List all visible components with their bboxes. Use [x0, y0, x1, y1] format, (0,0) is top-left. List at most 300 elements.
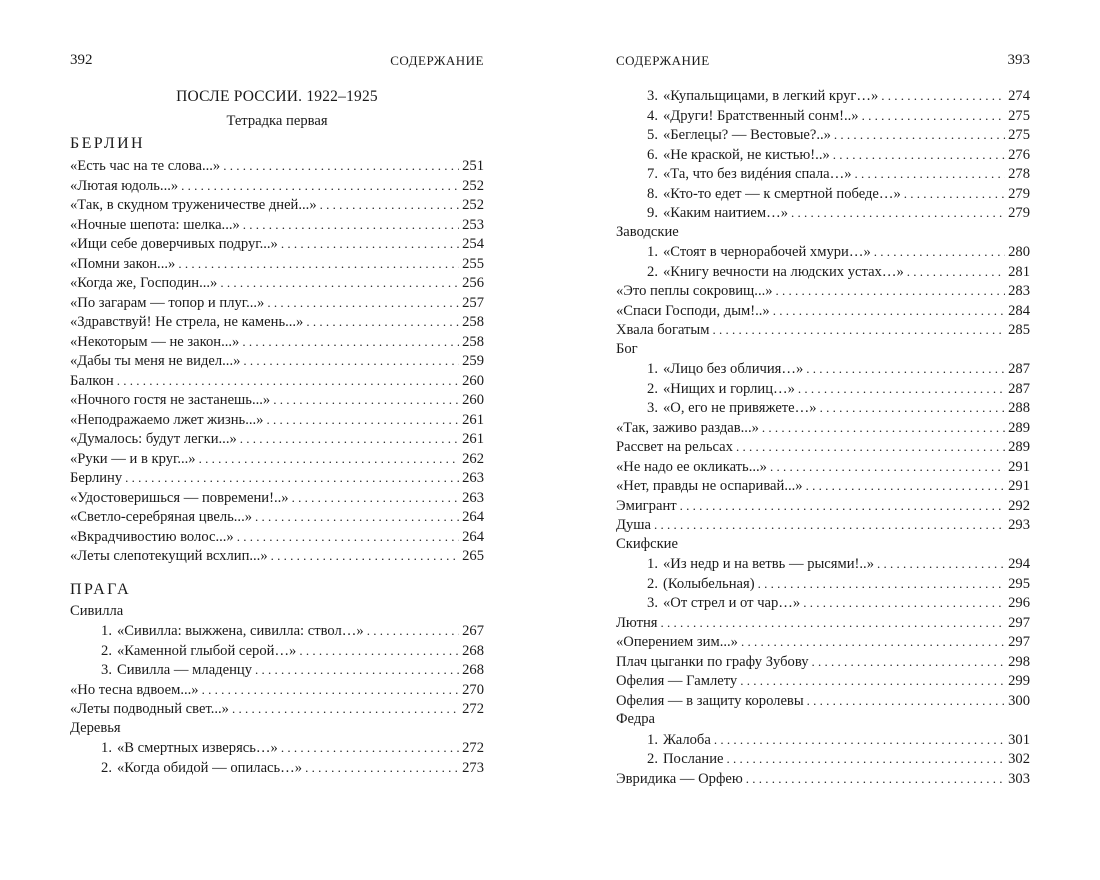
toc-entry — [616, 262, 1030, 282]
dot-leader — [740, 671, 1005, 692]
dot-leader — [223, 156, 459, 177]
toc-entry — [70, 429, 484, 449]
dot-leader — [820, 398, 1006, 419]
dot-leader — [907, 262, 1005, 283]
toc-entry — [70, 468, 484, 488]
toc-entry-title — [616, 477, 803, 497]
toc-entry-number: 7. — [647, 166, 658, 182]
toc-entry-title — [638, 380, 795, 400]
toc-list-prague — [70, 680, 484, 719]
dot-leader — [178, 254, 459, 275]
toc-list-a — [616, 281, 1030, 340]
dot-leader — [834, 125, 1005, 146]
dot-leader — [746, 769, 1005, 790]
toc-entry-title — [616, 438, 733, 458]
toc-entry-page: 260 — [462, 392, 484, 408]
toc-entry — [616, 242, 1030, 262]
toc-entry-title — [92, 642, 296, 662]
toc-entry-number: 8. — [647, 185, 658, 202]
toc-entry-text: «Стоят в чернорабочей хмури…» — [663, 244, 871, 260]
toc-entry-page: 284 — [1008, 302, 1030, 319]
toc-entry — [70, 410, 484, 430]
dot-leader — [199, 449, 460, 470]
toc-entry-text: «Ночного гостя не застанешь...» — [70, 392, 271, 408]
toc-list-god — [616, 359, 1030, 418]
toc-entry — [616, 554, 1030, 574]
dot-leader — [661, 613, 1006, 634]
toc-entry-text: «Оперением зим...» — [616, 634, 738, 650]
toc-entry-page: 253 — [462, 216, 484, 233]
toc-entry-page: 285 — [1008, 322, 1030, 338]
toc-entry-text: «Но тесна вдвоем...» — [70, 681, 199, 698]
toc-entry-title — [616, 497, 677, 517]
dot-leader — [874, 242, 1005, 263]
toc-list-phaedra — [616, 730, 1030, 769]
toc-entry-text: «Это пеплы сокровищ...» — [616, 283, 773, 299]
toc-entry — [616, 593, 1030, 613]
toc-entry — [70, 546, 484, 566]
toc-entry — [70, 680, 484, 700]
part-title: ПОСЛЕ РОССИИ. 1922–1925 — [176, 88, 378, 105]
dot-leader — [714, 730, 1005, 751]
toc-entry-title — [638, 263, 904, 283]
toc-entry-title — [638, 731, 711, 751]
toc-entry-title — [70, 547, 268, 567]
toc-entry — [616, 632, 1030, 652]
toc-entry-page: 274 — [1008, 88, 1030, 104]
toc-entry-text: «Когда обидой — опилась…» — [117, 759, 303, 776]
dot-leader — [798, 379, 1005, 400]
toc-entry-title — [638, 185, 901, 205]
toc-entry-page: 280 — [1008, 244, 1030, 260]
toc-entry — [616, 301, 1030, 321]
dot-leader — [243, 215, 459, 236]
toc-entry-text: Лютня — [616, 614, 658, 631]
dot-leader — [266, 410, 459, 431]
group-label-sibyl: Сивилла — [70, 602, 124, 619]
toc-entry-page: 255 — [462, 255, 484, 272]
toc-entry-title — [638, 87, 878, 107]
toc-entry — [616, 515, 1030, 535]
toc-entry-page: 300 — [1008, 692, 1030, 709]
toc-entry-title — [616, 458, 767, 478]
toc-entry-page: 291 — [1008, 458, 1030, 475]
toc-entry-page: 257 — [462, 294, 484, 311]
toc-entry — [70, 699, 484, 719]
left-page-header — [70, 52, 484, 72]
toc-entry-page: 283 — [1008, 283, 1030, 299]
toc-entry-number: 2. — [647, 263, 658, 280]
toc-entry-title — [70, 333, 239, 353]
toc-entry-title — [70, 391, 270, 411]
toc-entry-title — [70, 700, 229, 720]
toc-entry-text: «Леты подводный свет...» — [70, 701, 229, 717]
toc-entry-title — [70, 352, 240, 372]
toc-entry-text: «Беглецы? — Вестовые?..» — [663, 127, 831, 143]
toc-entry-number: 2. — [101, 642, 112, 659]
toc-entry — [70, 254, 484, 274]
running-head: СОДЕРЖАНИЕ — [390, 53, 484, 68]
toc-entry — [616, 437, 1030, 457]
toc-entry-title — [638, 107, 859, 127]
toc-entry — [616, 203, 1030, 223]
toc-entry-title — [616, 282, 773, 302]
dot-leader — [727, 749, 1006, 770]
toc-entry — [70, 176, 484, 196]
toc-entry — [70, 621, 484, 641]
dot-leader — [855, 164, 1006, 185]
toc-entry-number: 1. — [647, 556, 658, 572]
toc-entry-title — [70, 216, 240, 236]
toc-entry-text: Берлину — [70, 470, 123, 486]
toc-entry-text: «Есть час на те слова...» — [70, 158, 221, 174]
toc-entry-page: 264 — [462, 509, 484, 525]
toc-entry-text: «Так, заживо раздав...» — [616, 419, 759, 436]
toc-entry-number: 1. — [647, 731, 658, 748]
toc-entry-title — [70, 430, 237, 450]
toc-entry-text: «В смертных изверясь…» — [117, 740, 278, 756]
toc-entry — [616, 671, 1030, 691]
dot-leader — [220, 273, 459, 294]
toc-entry-title — [92, 759, 302, 779]
toc-entry-page: 262 — [462, 450, 484, 467]
dot-leader — [255, 507, 459, 528]
toc-entry-page: 263 — [462, 489, 484, 506]
toc-entry-page: 275 — [1008, 107, 1030, 124]
toc-entry-text: «Из недр и на ветвь — рысями!..» — [663, 556, 874, 572]
toc-entry-number: 4. — [647, 107, 658, 124]
toc-entry-page: 278 — [1008, 166, 1030, 182]
toc-entry-text: «О, его не привяжете…» — [663, 400, 817, 416]
dot-leader — [306, 312, 459, 333]
toc-entry-text: «Не краской, не кистью!..» — [663, 146, 830, 163]
toc-entry-text: «Неподражаемо лжет жизнь...» — [70, 411, 264, 428]
toc-entry-page: 254 — [462, 236, 484, 252]
toc-entry — [616, 496, 1030, 516]
toc-entry-text: Офелия — в защиту королевы — [616, 692, 804, 709]
toc-entry — [616, 730, 1030, 750]
toc-entry-title — [638, 555, 874, 575]
toc-entry-text: Рассвет на рельсах — [616, 439, 733, 455]
toc-entry-title — [638, 360, 803, 380]
dot-leader — [125, 468, 459, 489]
toc-entry-number: 3. — [647, 400, 658, 416]
toc-entry-page: 258 — [462, 333, 484, 350]
toc-entry-text: «Светло-серебряная цвель...» — [70, 509, 253, 525]
toc-entry-page: 276 — [1008, 146, 1030, 163]
toc-entry-text: «Леты слепотекущий всхлип...» — [70, 548, 268, 564]
toc-list-d — [616, 769, 1030, 789]
dot-leader — [773, 301, 1005, 322]
toc-entry — [70, 488, 484, 508]
toc-entry-number: 3. — [647, 88, 658, 104]
toc-entry-text: «Та, что без видéния спала…» — [663, 166, 852, 182]
toc-entry-text: «Сивилла: выжжена, сивилла: ствол…» — [117, 623, 364, 639]
toc-entry-text: «Кто-то едет — к смертной победе…» — [663, 185, 901, 202]
dot-leader — [806, 359, 1005, 380]
toc-entry-title — [638, 126, 831, 146]
toc-entry-number: 1. — [101, 623, 112, 639]
toc-entry-text: Жалоба — [663, 731, 711, 748]
toc-entry-text: «Нищих и горлиц…» — [663, 380, 795, 397]
dot-leader — [712, 320, 1005, 341]
dot-leader — [803, 593, 1005, 614]
toc-entry-page: 293 — [1008, 517, 1030, 533]
toc-entry — [616, 613, 1030, 633]
toc-entry-number: 2. — [101, 759, 112, 776]
toc-entry-page: 260 — [462, 372, 484, 389]
toc-entry-page: 287 — [1008, 380, 1030, 397]
toc-entry-text: Послание — [663, 751, 724, 767]
right-page-header — [616, 52, 1030, 72]
toc-entry — [70, 293, 484, 313]
dot-leader — [243, 351, 459, 372]
toc-entry-title — [70, 469, 122, 489]
toc-entry-title — [70, 196, 317, 216]
toc-entry-page: 252 — [462, 197, 484, 213]
toc-entry-title — [70, 681, 199, 701]
toc-entry-title — [70, 313, 303, 333]
toc-entry-page: 275 — [1008, 127, 1030, 143]
toc-entry-title — [70, 372, 114, 392]
toc-entry — [616, 86, 1030, 106]
toc-entry-title — [70, 450, 196, 470]
toc-entry-text: Душа — [616, 517, 651, 533]
toc-entry-page: 267 — [462, 623, 484, 639]
toc-entry-title — [70, 411, 263, 431]
notebook-title: Тетрадка первая — [226, 113, 328, 129]
toc-entry — [70, 312, 484, 332]
toc-entry — [616, 164, 1030, 184]
dot-leader — [758, 574, 1006, 595]
dot-leader — [762, 418, 1005, 439]
toc-list-sibyl — [70, 621, 484, 680]
toc-entry-text: (Колыбельная) — [663, 575, 755, 592]
dot-leader — [680, 496, 1005, 517]
toc-entry-number: 1. — [101, 740, 112, 756]
toc-entry — [70, 234, 484, 254]
toc-entry-title — [616, 633, 738, 653]
toc-entry — [70, 156, 484, 176]
toc-entry-page: 291 — [1008, 478, 1030, 494]
dot-leader — [654, 515, 1005, 536]
dot-leader — [806, 476, 1006, 497]
toc-entry — [70, 215, 484, 235]
group-label-scythian: Скифские — [616, 535, 678, 552]
toc-entry-text: Балкон — [70, 372, 114, 389]
dot-leader — [273, 390, 459, 411]
toc-entry-number: 2. — [647, 380, 658, 397]
toc-entry-page: 288 — [1008, 400, 1030, 416]
toc-entry-text: «Книгу вечности на людских устах…» — [663, 263, 904, 280]
toc-entry-title — [70, 528, 234, 548]
dot-leader — [255, 660, 459, 681]
toc-entry-page: 303 — [1008, 770, 1030, 787]
group-label-factory: Заводские — [616, 223, 679, 240]
toc-entry-page: 279 — [1008, 185, 1030, 202]
toc-entry-text: «Вкрадчивостию волос...» — [70, 528, 234, 545]
toc-entry — [616, 106, 1030, 126]
toc-entry-page: 297 — [1008, 614, 1030, 631]
toc-entry-number: 1. — [647, 361, 658, 377]
toc-list-trees — [70, 738, 484, 777]
toc-entry-number: 3. — [647, 595, 658, 611]
dot-leader — [202, 680, 460, 701]
toc-entry-page: 264 — [462, 528, 484, 545]
toc-entry-text: «Ищи себе доверчивых подруг...» — [70, 236, 278, 252]
toc-entry — [616, 359, 1030, 379]
toc-entry-title — [616, 321, 709, 341]
toc-entry-page: 263 — [462, 470, 484, 486]
dot-leader — [305, 758, 459, 779]
toc-entry-page: 301 — [1008, 731, 1030, 748]
toc-entry — [616, 281, 1030, 301]
toc-entry-number: 1. — [647, 244, 658, 260]
toc-entry-page: 294 — [1008, 556, 1030, 572]
dot-leader — [281, 738, 459, 759]
toc-entry — [70, 449, 484, 469]
dot-leader — [812, 652, 1006, 673]
dot-leader — [281, 234, 459, 255]
toc-entry — [70, 351, 484, 371]
toc-entry-text: «Дабы ты меня не видел...» — [70, 353, 241, 369]
toc-entry-text: «Лицо без обличия…» — [663, 361, 804, 377]
toc-entry-title — [638, 165, 852, 185]
toc-entry-page: 268 — [462, 642, 484, 659]
dot-leader — [271, 546, 459, 567]
toc-entry-title — [638, 243, 871, 263]
toc-entry-text: «Други! Братственный сонм!..» — [663, 107, 859, 124]
toc-entry-page: 298 — [1008, 653, 1030, 670]
dot-leader — [240, 429, 459, 450]
toc-entry-text: «Спаси Господи, дым!..» — [616, 302, 770, 319]
toc-entry-title — [92, 661, 252, 681]
dot-leader — [292, 488, 460, 509]
toc-entry-title — [70, 177, 178, 197]
group-label-trees: Деревья — [70, 719, 121, 736]
toc-entry-text: «По загарам — топор и плуг...» — [70, 294, 265, 311]
toc-entry — [70, 527, 484, 547]
toc-entry-page: 251 — [462, 158, 484, 174]
toc-entry — [70, 390, 484, 410]
toc-entry — [70, 273, 484, 293]
toc-list-trees-continued — [616, 86, 1030, 223]
toc-entry-number: 5. — [647, 127, 658, 143]
toc-entry — [70, 738, 484, 758]
toc-entry-title — [92, 739, 278, 759]
toc-entry-text: «Когда же, Господин...» — [70, 275, 218, 291]
dot-leader — [267, 293, 459, 314]
dot-leader — [862, 106, 1006, 127]
toc-entry-page: 302 — [1008, 751, 1030, 767]
toc-entry-page: 297 — [1008, 634, 1030, 650]
toc-entry-page: 261 — [462, 431, 484, 447]
toc-entry-page: 289 — [1008, 419, 1030, 436]
group-label-phaedra: Федра — [616, 711, 656, 727]
toc-entry-title — [70, 294, 264, 314]
toc-entry — [616, 691, 1030, 711]
toc-entry — [616, 769, 1030, 789]
dot-leader — [320, 195, 459, 216]
toc-entry-text: «Так, в скудном труженичестве дней...» — [70, 197, 317, 213]
dot-leader — [770, 457, 1005, 478]
dot-leader — [237, 527, 459, 548]
toc-entry-title — [638, 594, 800, 614]
toc-entry-title — [638, 146, 830, 166]
dot-leader — [736, 437, 1005, 458]
toc-entry-title — [70, 157, 220, 177]
toc-entry-page: 268 — [462, 662, 484, 678]
toc-entry-text: «Удостоверишься — повремени!..» — [70, 489, 289, 506]
page-number: 392 — [70, 52, 93, 68]
toc-entry-text: «Некоторым — не закон...» — [70, 333, 240, 350]
toc-entry — [616, 320, 1030, 340]
dot-leader — [242, 332, 459, 353]
toc-entry-number: 6. — [647, 146, 658, 163]
toc-entry — [616, 476, 1030, 496]
toc-entry-page: 272 — [462, 740, 484, 756]
toc-list-scythian — [616, 554, 1030, 613]
toc-entry-page: 281 — [1008, 263, 1030, 280]
toc-entry-page: 252 — [462, 177, 484, 194]
toc-entry-title — [70, 235, 278, 255]
dot-leader — [299, 641, 459, 662]
toc-entry-page: 296 — [1008, 595, 1030, 611]
toc-entry-text: Плач цыганки по графу Зубову — [616, 653, 809, 670]
dot-leader — [117, 371, 459, 392]
toc-entry-text: Хвала богатым — [616, 322, 710, 338]
toc-entry-title — [70, 489, 289, 509]
toc-entry-page: 272 — [462, 701, 484, 717]
toc-entry — [616, 125, 1030, 145]
toc-entry-title — [92, 622, 364, 642]
toc-entry-page: 270 — [462, 681, 484, 698]
toc-entry-title — [616, 653, 809, 673]
toc-entry-text: «Не надо ее окликать...» — [616, 458, 767, 475]
toc-entry-page: 289 — [1008, 439, 1030, 455]
toc-entry — [616, 398, 1030, 418]
toc-entry — [70, 641, 484, 661]
toc-entry-text: Эмигрант — [616, 497, 677, 514]
dot-leader — [904, 184, 1005, 205]
toc-entry — [616, 652, 1030, 672]
toc-entry-page: 256 — [462, 275, 484, 291]
page-number: 393 — [1007, 52, 1030, 68]
toc-entry-title — [616, 419, 759, 439]
toc-entry-text: Сивилла — младенцу — [117, 662, 252, 678]
section-heading-berlin: БЕРЛИН — [70, 135, 146, 152]
toc-entry-text: «Думалось: будут легки...» — [70, 431, 237, 447]
toc-entry-page: 265 — [462, 548, 484, 564]
toc-entry-title — [616, 672, 737, 692]
toc-entry-page: 287 — [1008, 361, 1030, 377]
toc-entry-page: 261 — [462, 411, 484, 428]
toc-list-factory — [616, 242, 1030, 281]
running-head: СОДЕРЖАНИЕ — [616, 53, 710, 68]
toc-entry-text: Офелия — Гамлету — [616, 673, 738, 689]
toc-entry-title — [70, 508, 252, 528]
toc-entry-title — [638, 750, 724, 770]
dot-leader — [791, 203, 1005, 224]
toc-entry-text: «Здравствуй! Не стрела, не камень...» — [70, 314, 304, 330]
dot-leader — [833, 145, 1005, 166]
toc-entry — [616, 749, 1030, 769]
group-label-god: Бог — [616, 340, 638, 357]
toc-entry-title — [616, 516, 651, 536]
toc-entry — [70, 332, 484, 352]
toc-entry — [70, 758, 484, 778]
toc-entry-page: 259 — [462, 353, 484, 369]
